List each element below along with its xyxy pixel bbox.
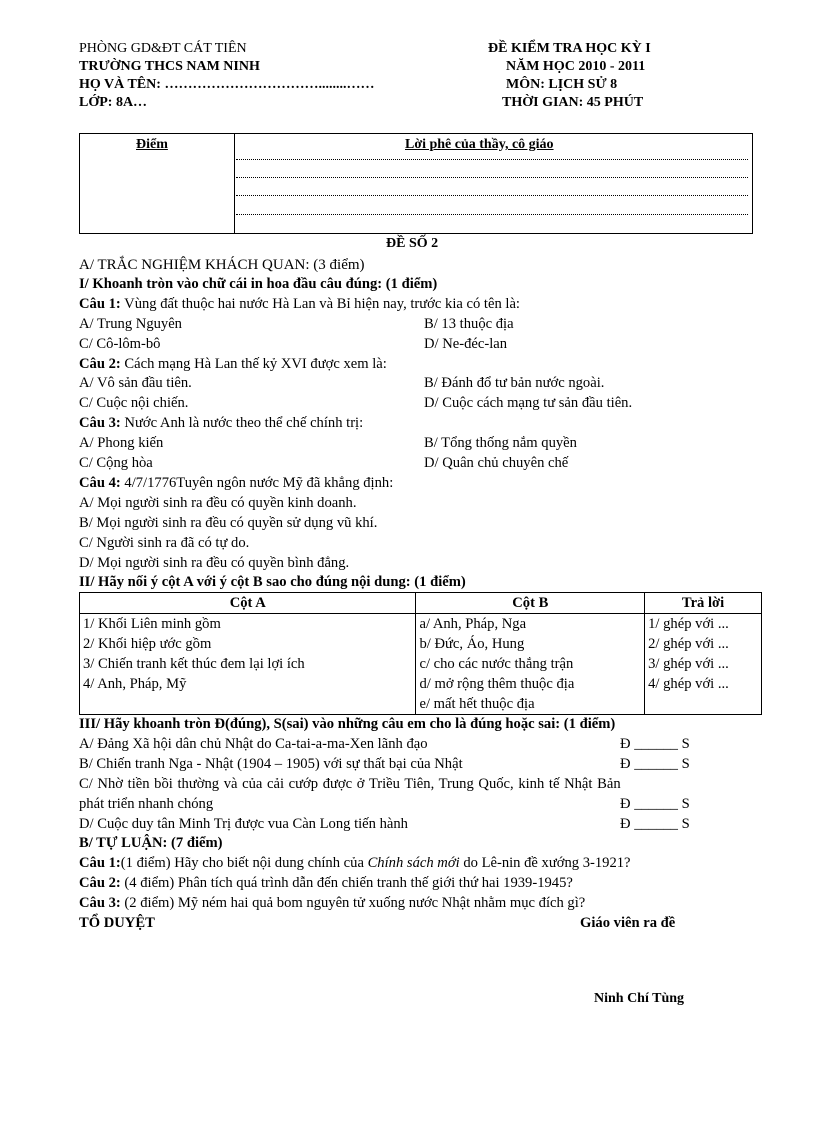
q4-option-c: C/ Người sinh ra đã có tự do. bbox=[79, 535, 250, 551]
q1-option-c: C/ Cô-lôm-bô bbox=[79, 336, 161, 352]
col-b-item: a/ Anh, Pháp, Nga bbox=[419, 616, 527, 632]
exam-title: ĐỀ KIỂM TRA HỌC KỲ I bbox=[488, 41, 651, 56]
q2-option-b: B/ Đánh đổ tư bản nước ngoài. bbox=[424, 375, 605, 391]
answer-item: 4/ ghép với ... bbox=[648, 676, 729, 692]
header-answer: Trả lời bbox=[645, 593, 762, 614]
tf-item-d: D/ Cuộc duy tân Minh Trị được vua Càn Long tiến hành bbox=[79, 816, 408, 832]
col-a-item: 3/ Chiến tranh kết thúc đem lại lợi ích bbox=[83, 656, 305, 672]
answer-item: 1/ ghép với ... bbox=[648, 616, 729, 632]
col-b-cell bbox=[416, 614, 645, 715]
comment-line bbox=[236, 177, 748, 178]
tf-answer-b: Đ ______ S bbox=[620, 756, 690, 772]
score-box bbox=[79, 133, 753, 234]
essay-question-3: Câu 3: (2 điểm) Mỹ ném hai quả bom nguyên tử xuống nước Nhật nhằm mục đích gì? bbox=[79, 895, 586, 911]
student-name-field: HỌ VÀ TÊN: ……………………………........…… bbox=[79, 77, 375, 92]
q4-option-a: A/ Mọi người sinh ra đều có quyền kinh doanh. bbox=[79, 495, 357, 511]
part-b-title: B/ TỰ LUẬN: (7 điểm) bbox=[79, 835, 223, 851]
essay-question-1: Câu 1:(1 điểm) Hãy cho biết nội dung chính của Chính sách mới do Lê-nin đề xướng 3-1921? bbox=[79, 855, 631, 871]
question-4: Câu 4: 4/7/1776Tuyên ngôn nước Mỹ đã khẳng định: bbox=[79, 475, 394, 491]
class-field: LỚP: 8A… bbox=[79, 95, 148, 110]
col-b-item: b/ Đức, Áo, Hung bbox=[419, 636, 525, 652]
q2-option-d: D/ Cuộc cách mạng tư sản đầu tiên. bbox=[424, 395, 633, 411]
tf-item-c-cont: phát triển nhanh chóng bbox=[79, 796, 214, 812]
q1-option-a: A/ Trung Nguyên bbox=[79, 316, 182, 332]
q4-option-b: B/ Mọi người sinh ra đều có quyền sử dụng vũ khí. bbox=[79, 515, 378, 531]
q2-option-c: C/ Cuộc nội chiến. bbox=[79, 395, 189, 411]
col-b-item: e/ mất hết thuộc địa bbox=[419, 696, 535, 712]
question-2: Câu 2: Cách mạng Hà Lan thế kỷ XVI được xem là: bbox=[79, 356, 387, 372]
tf-answer-c: Đ ______ S bbox=[620, 796, 690, 812]
q1-option-b: B/ 13 thuộc địa bbox=[424, 316, 514, 332]
comment-label: Lời phê của thầy, cô giáo bbox=[405, 137, 554, 152]
teacher-signature-name: Ninh Chí Tùng bbox=[594, 991, 685, 1006]
tf-item-c: C/ Nhờ tiền bồi thường và của cải cướp được ở Triều Tiên, Trung Quốc, kinh tế Nhật Bản bbox=[79, 776, 621, 792]
col-b-item: c/ cho các nước thắng trận bbox=[419, 656, 574, 672]
q1-option-d: D/ Ne-đéc-lan bbox=[424, 336, 508, 352]
q3-option-c: C/ Cộng hòa bbox=[79, 455, 153, 471]
score-cell bbox=[80, 134, 235, 233]
comment-line bbox=[236, 159, 748, 160]
q3-option-b: B/ Tổng thống nắm quyền bbox=[424, 435, 577, 451]
teacher-label: Giáo viên ra đề bbox=[580, 915, 676, 931]
table-header-row bbox=[80, 593, 762, 614]
tf-item-b: B/ Chiến tranh Nga - Nhật (1904 – 1905) với sự thất bại của Nhật bbox=[79, 756, 463, 772]
score-label: Điểm bbox=[136, 137, 168, 152]
col-a-cell bbox=[80, 614, 416, 715]
tf-answer-a: Đ ______ S bbox=[620, 736, 690, 752]
school-year: NĂM HỌC 2010 - 2011 bbox=[506, 59, 646, 74]
q4-option-d: D/ Mọi người sinh ra đều có quyền bình đẳng. bbox=[79, 555, 350, 571]
q3-option-a: A/ Phong kiến bbox=[79, 435, 164, 451]
q2-option-a: A/ Vô sản đầu tiên. bbox=[79, 375, 192, 391]
exam-code: ĐỀ SỐ 2 bbox=[386, 236, 439, 251]
header-right bbox=[488, 40, 651, 112]
col-a-item: 4/ Anh, Pháp, Mỹ bbox=[83, 676, 187, 692]
q3-option-d: D/ Quân chủ chuyên chế bbox=[424, 455, 569, 471]
essay-question-2: Câu 2: (4 điểm) Phân tích quá trình dẫn đến chiến tranh thế giới thứ hai 1939-1945? bbox=[79, 875, 573, 891]
comment-line bbox=[236, 195, 748, 196]
tf-item-a: A/ Đảng Xã hội dân chủ Nhật do Ca-tai-a-ma-Xen lãnh đạo bbox=[79, 736, 428, 752]
answer-item: 2/ ghép với ... bbox=[648, 636, 729, 652]
question-3: Câu 3: Nước Anh là nước theo thể chế chính trị: bbox=[79, 415, 364, 431]
duration: THỜI GIAN: 45 PHÚT bbox=[502, 95, 644, 110]
section-2-title: II/ Hãy nối ý cột A với ý cột B sao cho đúng nội dung: (1 điểm) bbox=[79, 574, 466, 590]
table-row bbox=[80, 614, 762, 715]
answer-item: 3/ ghép với ... bbox=[648, 656, 729, 672]
section-3-title: III/ Hãy khoanh tròn Đ(đúng), S(sai) vào những câu em cho là đúng hoặc sai: (1 điểm) bbox=[79, 716, 616, 732]
header-col-a: Cột A bbox=[80, 593, 416, 614]
subject: MÔN: LỊCH SỬ 8 bbox=[506, 77, 618, 92]
question-1: Câu 1: Vùng đất thuộc hai nước Hà Lan và Bỉ hiện nay, trước kia có tên là: bbox=[79, 296, 520, 312]
col-a-item: 2/ Khối hiệp ước gồm bbox=[83, 636, 212, 652]
part-a-title: A/ TRẮC NGHIỆM KHÁCH QUAN: (3 điểm) bbox=[79, 257, 365, 273]
col-b-item: d/ mở rộng thêm thuộc địa bbox=[419, 676, 575, 692]
dept-name: PHÒNG GD&ĐT CÁT TIÊN bbox=[79, 41, 247, 56]
matching-table bbox=[79, 592, 762, 715]
answer-cell bbox=[645, 614, 762, 715]
header-col-b: Cột B bbox=[416, 593, 645, 614]
col-a-item: 1/ Khối Liên minh gồm bbox=[83, 616, 221, 632]
comment-line bbox=[236, 214, 748, 215]
tf-answer-d: Đ ______ S bbox=[620, 816, 690, 832]
approval-label: TỔ DUYỆT bbox=[79, 915, 155, 931]
header-left bbox=[79, 40, 374, 112]
school-name: TRƯỜNG THCS NAM NINH bbox=[79, 59, 260, 74]
section-1-title: I/ Khoanh tròn vào chữ cái in hoa đầu câu đúng: (1 điểm) bbox=[79, 276, 438, 292]
